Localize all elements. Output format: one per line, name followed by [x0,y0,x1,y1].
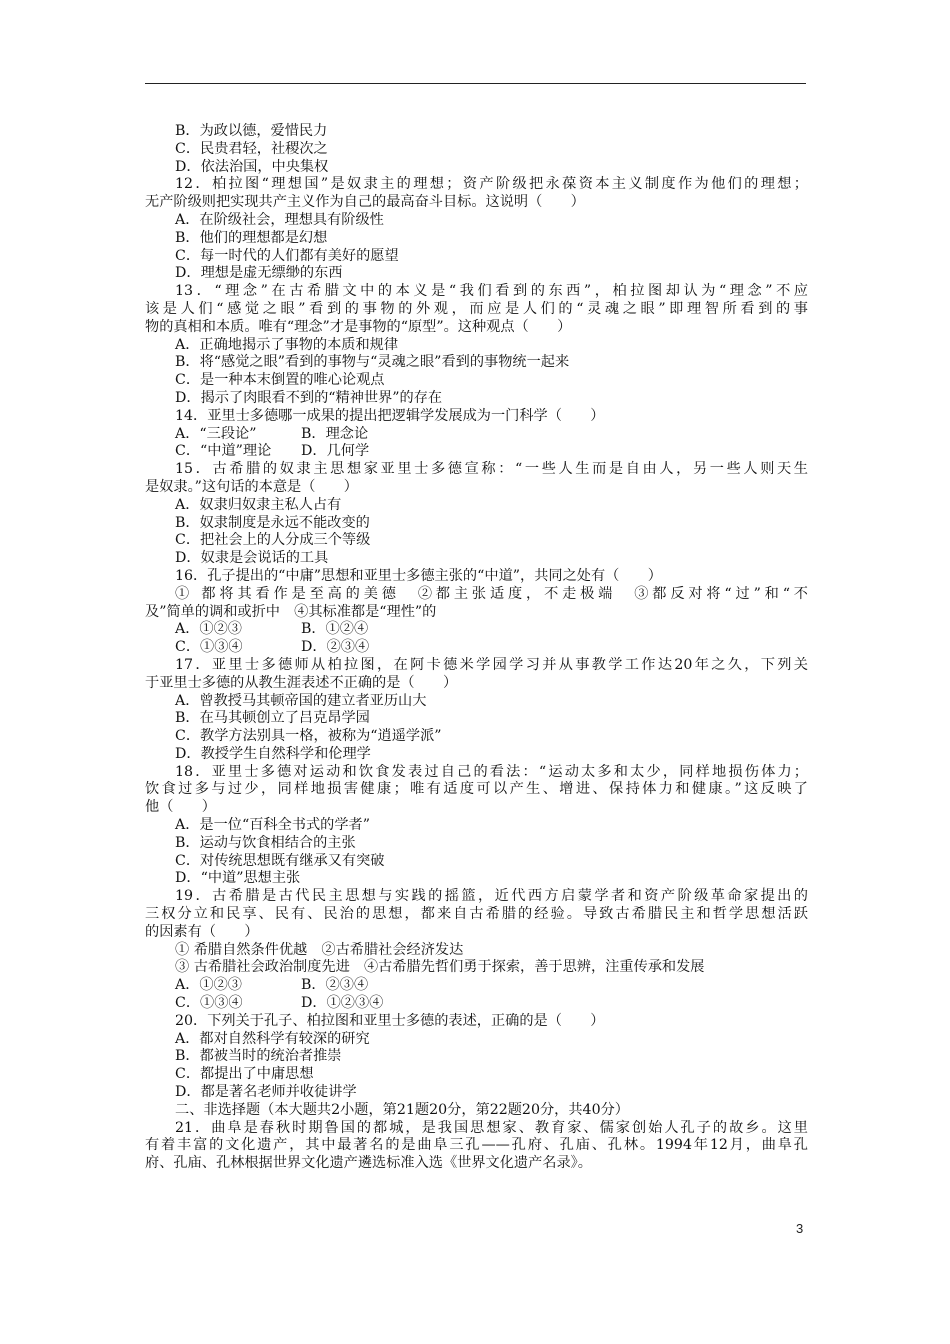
option-pair-line [145,443,808,461]
text-line: ① 希腊自然条件优越 ②古希腊社会经济发达 [175,941,464,958]
text-line: D．“中道”思想主张 [175,870,301,887]
option-text: C．①③④ [175,639,243,656]
option-text: B．①②④ [301,621,369,638]
text-line: 该是人们“感觉之眼”看到的事物的外观，而应是人们的“灵魂之眼”即理智所看到的事 [145,300,808,317]
text-line: 府、孔庙、孔林根据世界文化遗产遴选标准入选《世界文化遗产名录》。 [145,1155,592,1172]
option-text: A．①②③ [175,621,242,638]
text-line: D．奴隶是会说话的工具 [175,550,329,567]
text-line: A．是一位“百科全书式的学者” [175,817,371,834]
option-text: D．①②③④ [301,995,384,1012]
text-line: C．教学方法别具一格，被称为“逍遥学派” [175,728,442,745]
text-line: 他（ ） [145,799,216,816]
text-line: C．对传统思想既有继承又有突破 [175,852,385,869]
option-pair-line [145,426,808,444]
text-line: B．奴隶制度是永远不能改变的 [175,514,370,531]
text-line: C．每一时代的人们都有美好的愿望 [175,247,399,264]
text-line: 饮食过多与过少，同样地损害健康；唯有适度可以产生、增进、保持体力和健康。”这反映了 [145,781,808,798]
text-line: 是奴隶。”这句话的本意是（ ） [145,478,358,495]
text-line: 21．曲阜是春秋时期鲁国的都城，是我国思想家、教育家、儒家创始人孔子的故乡。这里 [175,1119,808,1136]
text-line: 14．亚里士多德哪一成果的提出把逻辑学发展成为一门科学（ ） [175,407,605,424]
text-line: 16．孔子提出的“中庸”思想和亚里士多德主张的“中道”，共同之处有（ ） [175,567,662,584]
text-line: 15．古希腊的奴隶主思想家亚里士多德宣称：“一些人生而是自由人，另一些人则天生 [175,461,808,478]
option-pair-line [145,995,808,1013]
text-line: B．为政以德，爱惜民力 [175,123,328,139]
text-line: ① 都将其看作是至高的美德 ②都主张适度，不走极端 ③都反对将“过”和“不 [175,585,808,602]
text-line: D．教授学生自然科学和伦理学 [175,745,371,762]
text-line: D．依法治国，中央集权 [175,158,329,175]
text-line: 的因素有（ ） [145,923,259,940]
text-line: C．都提出了中庸思想 [175,1066,314,1083]
text-line: A．都对自然科学有较深的研究 [175,1030,370,1047]
option-text: B．理念论 [301,425,369,442]
option-text: C．“中道”理论 [175,443,272,460]
text-line: 有着丰富的文化遗产，其中最著名的是曲阜三孔——孔府、孔庙、孔林。1994年12月，曲阜孔 [145,1137,808,1154]
text-line: B．他们的理想都是幻想 [175,229,328,246]
text-line: A．曾教授马其顿帝国的建立者亚历山大 [175,692,427,709]
option-pair-line [145,977,808,995]
text-line: 17．亚里士多德师从柏拉图，在阿卡德米学园学习并从事教学工作达20年之久，下列关 [175,656,808,673]
text-line: D．揭示了肉眼看不到的“精神世界”的存在 [175,389,443,406]
text-line: A．正确地揭示了事物的本质和规律 [175,336,399,353]
text-line: 于亚里士多德的从教生涯表述不正确的是（ ） [145,674,458,691]
text-line: B．在马其顿创立了吕克昂学园 [175,710,370,727]
text-line: D．理想是虚无缥缈的东西 [175,265,343,282]
option-text: D．②③④ [301,639,370,656]
text-line: A．在阶级社会，理想具有阶级性 [175,211,384,228]
page-number: 3 [796,1221,804,1236]
text-line: ③ 古希腊社会政治制度先进 ④古希腊先哲们勇于探索，善于思辨，注重传承和发展 [175,959,705,976]
option-text: D．几何学 [301,443,370,460]
text-line: 19．古希腊是古代民主思想与实践的摇篮，近代西方启蒙学者和资产阶级革命家提出的 [175,888,808,905]
text-line: C．把社会上的人分成三个等级 [175,532,371,549]
text-line: B．运动与饮食相结合的主张 [175,834,356,851]
option-text: B．②③④ [301,977,369,994]
text-line: 13．“理念”在古希腊文中的本义是“我们看到的东西”，柏拉图却认为“理念”不应 [175,283,808,300]
text-line: D．都是著名老师并收徒讲学 [175,1084,357,1101]
text-line: 物的真相和本质。唯有“理念”才是事物的“原型”。这种观点（ ） [145,318,572,335]
option-pair-line [145,639,808,657]
text-line: 12．柏拉图“理想国”是奴隶主的理想；资产阶级把永葆资本主义制度作为他们的理想； [175,176,808,193]
text-line: 二、非选择题（本大题共2小题，第21题20分，第22题20分，共40分） [175,1101,629,1118]
text-line: B．将“感觉之眼”看到的事物与“灵魂之眼”看到的事物统一起来 [175,354,570,371]
text-line: 三权分立和民享、民有、民治的思想，都来自古希腊的经验。导致古希腊民主和哲学思想活跃 [145,906,808,923]
option-pair-line [145,621,808,639]
text-line: C．民贵君轻，社稷次之 [175,140,328,157]
text-line: 20．下列关于孔子、柏拉图和亚里士多德的表述，正确的是（ ） [175,1012,605,1029]
option-text: A．“三段论” [175,425,257,442]
text-line: 18．亚里士多德对运动和饮食发表过自己的看法：“运动太多和太少，同样地损伤体力； [175,763,808,780]
text-line: B．都被当时的统治者推崇 [175,1048,342,1065]
text-line: 无产阶级则把实现共产主义作为自己的最高奋斗目标。这说明（ ） [145,194,585,211]
option-text: A．①②③ [175,977,242,994]
header-rule [145,83,806,84]
document-body [145,123,808,1173]
text-line: A．奴隶归奴隶主私人占有 [175,496,342,513]
option-text: C．①③④ [175,995,243,1012]
text-line: 及”简单的调和或折中 ④其标准都是“理性”的 [145,603,437,620]
text-line: C．是一种本末倒置的唯心论观点 [175,372,385,389]
